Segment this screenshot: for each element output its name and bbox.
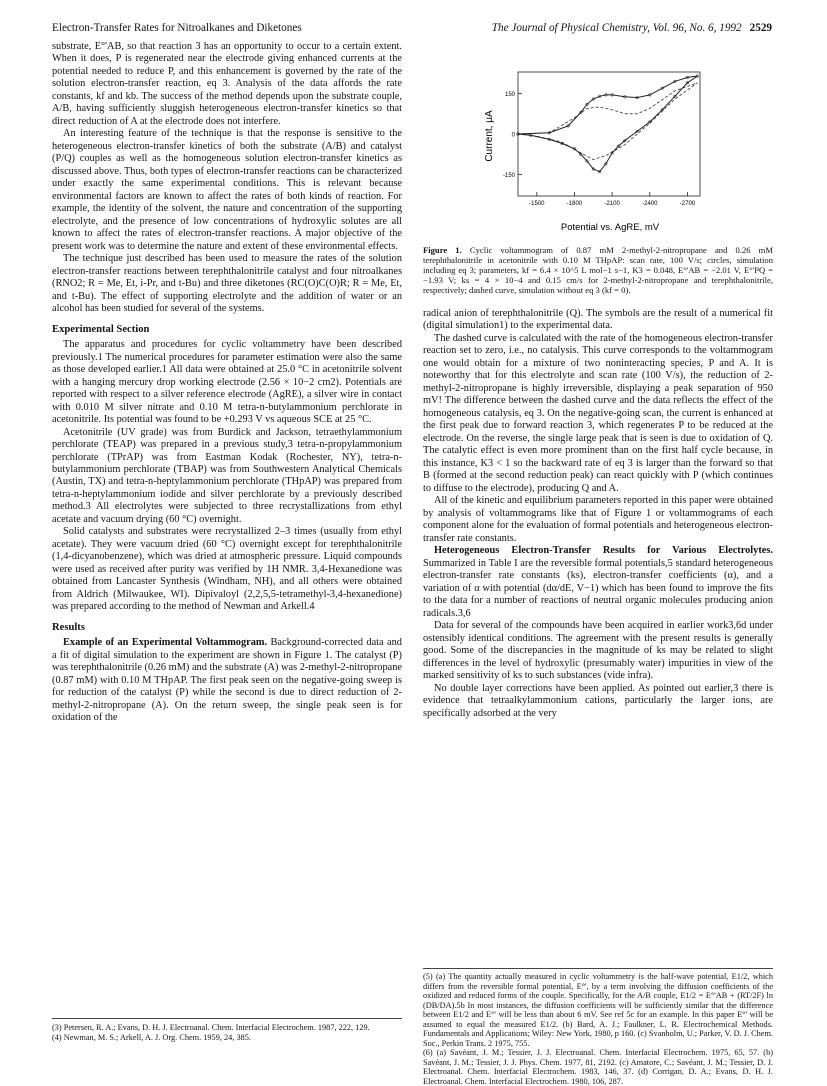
paragraph: substrate, E°'AB, so that reaction 3 has an opportunity to occur to a certain extent. When it does, P is regenerated near the electrode giving enhanced currents at the potential needed to reduce P, and this enhancement is governed by the rate of the solution electron-transfer reaction, eq 3. Analysis of the data affords the rate constants, kf and kb. The success of the method depends upon the substrate couple, A/B, having sufficiently sluggish heterogeneous electron-transfer kinetics so that direct reduction of A at the electrode does not interfere. [52,41,402,127]
plot-frame [518,72,700,196]
paragraph: radical anion of terephthalonitrile (Q). The symbols are the result of a numerical fit (digital simulation1) to the experimental data. [423,308,773,332]
simulation-no-catalysis-curve [518,83,698,160]
y-tick-label: -150 [502,172,515,179]
x-axis-label: Potential vs. AgRE, mV [560,222,660,233]
footnotes-right [423,968,773,1086]
y-axis-label: Current, μA [484,110,495,162]
caption-text: Cyclic voltammogram of 0.87 mM 2-methyl-2-nitropropane and 0.26 mM terephthalonitrile in acetonitrile with 0.10 M THpAP: scan rate, 100 V/s; circles, simulation including eq 3; parameters, kf = 6.4 × 10^5 L mol−1 s−1, K3 = 0.048, E°'AB = −2.01 V, E°'PQ = −1.93 V; ks = 4 × 10−4 and 0.15 cm/s for 2-methyl-2-nitropropane and terephthalonitrile, respectively; dashed curve, simulation without eq 3 (kf = 0). [423,245,773,296]
paragraph: All of the kinetic and equilibrium parameters reported in this paper were obtained by analysis of voltammograms like that of Figure 1 or voltammograms of each component alone for the evaluation of formal potentials and heterogeneous electron-transfer rate constants. [423,495,773,544]
paragraph: The apparatus and procedures for cyclic voltammetry have been described previously.1 The numerical procedures for parameter estimation were also the same as those developed earlier.1 All data were obtained at 25.0 °C in acetonitrile solvent with a hanging mercury drop working electrode (2.56 × 10−2 cm2). Potentials are reported with respect to a silver reference electrode (AgRE), a silver wire in contact with 0.010 M silver nitrate and 0.10 M tetra-n-butylammonium perchlorate in acetonitrile. Its potential was found to be +0.293 V vs aqueous SCE at 25 °C. [52,339,402,426]
section-heading-experimental: Experimental Section [52,323,150,335]
voltammogram-figure [478,66,718,238]
paragraph-text: Summarized in Table I are the reversible formal potentials,5 standard heterogeneous electron-transfer rate constants (ks), electron-transfer coefficients (α), and a variation of α with potential (dα/dE, V−1) which has been found to improve the fits to the data for a number of reactions of neutral organic molecules producing anion radicals.3,6 [423,557,773,619]
footnote: (4) Newman, M. S.; Arkell, A. J. Org. Chem. 1959, 24, 385. [52,1032,251,1042]
run-in-heading: Heterogeneous Electron-Transfer Results for Various Electrolytes. [434,545,773,557]
x-tick-label: -2400 [642,201,658,207]
paragraph: Acetonitrile (UV grade) was from Burdick and Jackson, tetraethylammonium perchlorate (TEAP) was prepared in a previous study,3 tetra-n-propylammonium perchlorate (TPrAP) was from Eastman Kodak (Rochester, NY), tetra-n-butylammonium perchlorate (TBAP) was from Southwestern Analytical Chemicals (Austin, TX) and tetra-n-heptylammonium perchlorate (THpAP) was prepared from tetra-n-heptylammonium iodide and silver perchlorate by a previously described method.3 All electrolytes were subjected to three recrystallizations from ethyl acetate and vacuum drying (60 °C) overnight. [52,426,402,525]
journal-citation [492,22,772,34]
caption-label: Figure 1. [423,245,462,255]
footnote: (3) Petersen, R. A.; Evans, D. H. J. Electroanal. Chem. Interfacial Electrochem. 1987, 222, 129. [52,1023,370,1032]
y-tick-label: 150 [504,92,515,99]
paragraph: The technique just described has been used to measure the rates of the solution electron-transfer reactions between terephthalonitrile catalyst and four nitroalkanes (RNO2; R = Me, Et, i-Pr, and t-Bu) and three diketones (RC(O)C(O)R; R = Me, Et, and t-Bu). The effect of supporting electrolyte and the addition of water or an alcohol has been studied for several of the systems. [52,253,402,315]
section-heading-results: Results [52,621,85,633]
paragraph: Data for several of the compounds have been acquired in earlier work3,6d under ostensibly identical conditions. The agreement with the present results is generally good. Some of the discrepancies in the magnitude of ks may be related to slight differences in the level of hydroxylic (presumably water) impurities in view of the marked sensitivity of ks to such substances (vide infra). [423,620,773,682]
run-in-heading: Example of an Experimental Voltammogram. [63,637,268,649]
paragraph: An interesting feature of the technique is that the response is sensitive to the heterogeneous electron-transfer kinetics of both the substrate (A/B) and catalyst (P/Q) couples as well as the homogeneous solution electron-transfer kinetics as discussed above. Thus, both types of electron-transfer reactions can be characterized under exactly the same experimental conditions. This is relevant because environmental factors are known to affect the rates of both kinds of reaction. For example, the identity of the solvent, the nature and concentration of the supporting electrolyte, and the presence of low concentrations of hydroxylic solutes are all known to affect the rates of electron-transfer reactions. A major objective of the present work was to determine the nature and extent of these environmental effects. [52,128,402,252]
page-number: 2529 [749,22,772,34]
paragraph: No double layer corrections have been applied. As pointed out earlier,3 there is evidence that tetraalkylammonium cations, particularly the larger ions, are specifically adsorbed at the very [423,682,773,719]
x-tick-label: -2700 [679,201,696,207]
x-tick-label: -1500 [529,201,545,207]
x-tick-label: -2100 [604,201,620,207]
y-tick-label: 0 [511,132,515,139]
footnotes-left [52,1018,402,1042]
x-tick-label: -1800 [566,201,583,207]
paragraph [52,637,402,724]
paragraph: Solid catalysts and substrates were recrystallized 2–3 times (usually from ethyl acetate). They were vacuum dried (60 °C) overnight except for terephthalonitrile (1,4-dicyanobenzene), which was dried at atmospheric pressure. Liquid compounds were used as received after purity was verified by 1H NMR. 3,4-Hexanedione was obtained from Lancaster Synthesis (Windham, NH), and all others were obtained from Aldrich (Milwaukee, WI). Dipivaloyl (2,2,5,5-tetramethyl-3,4-hexanedione) was prepared according to the method of Newman and Arkell.4 [52,526,402,613]
paragraph-text: Background-corrected data and a fit of digital simulation to the experiment are shown in Figure 1. The catalyst (P) was terephthalonitrile (0.26 mM) and the substrate (A) was 2-methyl-2-nitropropane (0.87 mM) with 0.10 M THpAP. The first peak seen on the negative-going sweep is for reduction of the catalyst (P) while the second is due to direct reduction of 2-methyl-2-nitropropane (A). On the return sweep, the single peak seen is for oxidation of the [52,637,402,724]
right-column [423,308,773,720]
experimental-curve [518,76,698,172]
figure-caption [423,245,773,295]
paragraph: The dashed curve is calculated with the rate of the homogeneous electron-transfer reaction set to zero, i.e., no catalysis. This curve corresponds to the voltammogram one would obtain for a mixture of two noninteracting species, P and A. It is noteworthy that for this electrolyte and scan rate (100 V/s), the reduction of 2-methyl-2-nitropropane is highly irreversible, displaying a peak separation of 950 mV! The difference between the dashed curve and the data reflects the effect of the homogeneous catalysis, eq 3. On the negative-going scan, the current is enhanced at the first peak due to forward reaction 3, which regenerates P to be reduced at the electrode. On the reverse, the single large peak that is seen is due to oxidation of Q. The catalytic effect is even more prominent than on the first half cycle because, in this instance, K3 < 1 so the backward rate of eq 3 is larger than the forward so that B (formed at the second reduction peak) can react quickly with P (which continues to diffuse to the electrode), producing Q and A. [423,332,773,494]
left-column [52,41,402,725]
footnote: (6) (a) Savéant, J. M.; Tessier, J. J. Electroanal. Chem. Interfacial Electrochem. 1975, 65, 57. (b) Savéant, J. M.; Tessier, J. J. Phys. Chem. 1977, 81, 2192. (c) Amatore, C.; Savéant, J. M.; Tessier, D. J. Electroanal. Chem. Interfacial Electrochem. 1983, 146, 37. (d) Corrigan, D. A.; Evans, D. H. J. Electroanal. Chem. Interfacial Electrochem. 1980, 106, 287. [423,1048,773,1086]
running-header-title: Electron-Transfer Rates for Nitroalkanes and Diketones [52,22,302,34]
paragraph [423,545,773,620]
journal-name: The Journal of Physical Chemistry, Vol. 96, No. 6, 1992 [491,22,742,34]
footnote: (5) (a) The quantity actually measured in cyclic voltammetry is the half-wave potential, E1/2, which differs from the reversible formal potential, E°', by a term involving the diffusion coefficients of the oxidized and reduced forms of the couple. Specifically, for the A/B couple, E1/2 = E°'AB + (RT/2F) ln (DB/DA).5b In most instances, the diffusion coefficients will be sufficiently similar that the difference between E1/2 and E°' will be less than about 6 mV. See ref 5c for an example. In this paper E°' will be assumed to equal the measured E1/2. (b) Bard, A. J.; Faulkner, L. R. Electrochemical Methods. Fundamentals and Applications; Wiley: New York, 1980, p 160. (c) Svanholm, U.; Parker, V. D. J. Chem. Soc., Perkin Trans. 2 1975, 755. [423,972,773,1048]
